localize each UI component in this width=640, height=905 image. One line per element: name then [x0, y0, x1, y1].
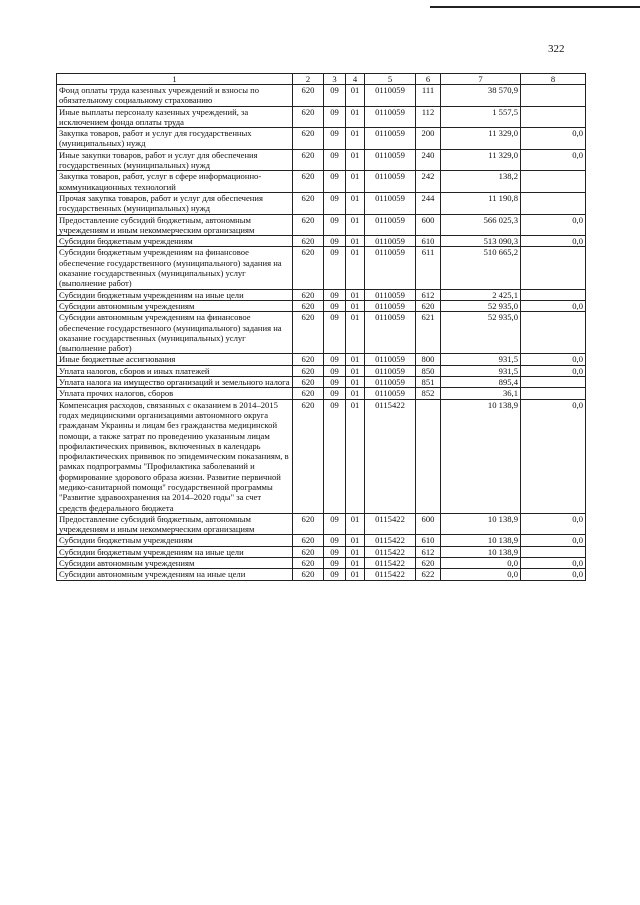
- amount-cell: 10 138,9: [441, 399, 521, 513]
- section-cell: 09: [324, 214, 346, 236]
- ministry-code-cell: 620: [293, 214, 324, 236]
- table-row: [57, 569, 586, 580]
- row-name-cell: Закупка товаров, работ и услуг для государственных (муниципальных) нужд: [57, 128, 293, 150]
- expense-type-cell: 242: [416, 171, 441, 193]
- ministry-code-cell: 620: [293, 106, 324, 128]
- amount-2-cell: [521, 247, 586, 289]
- target-article-cell: 0115422: [365, 535, 416, 546]
- expense-type-cell: 620: [416, 300, 441, 311]
- amount-2-cell: 0,0: [521, 558, 586, 569]
- table-row: [57, 365, 586, 376]
- expense-type-cell: 611: [416, 247, 441, 289]
- table-row: [57, 558, 586, 569]
- subsection-cell: 01: [346, 312, 365, 354]
- subsection-cell: 01: [346, 569, 365, 580]
- ministry-code-cell: 620: [293, 558, 324, 569]
- amount-cell: 1 557,5: [441, 106, 521, 128]
- column-header: 4: [346, 74, 365, 85]
- amount-2-cell: 0,0: [521, 214, 586, 236]
- target-article-cell: 0110059: [365, 289, 416, 300]
- subsection-cell: 01: [346, 354, 365, 365]
- row-name-cell: Фонд оплаты труда казенных учреждений и взносы по обязательному социальному страхованию: [57, 85, 293, 107]
- expense-type-cell: 600: [416, 214, 441, 236]
- section-cell: 09: [324, 85, 346, 107]
- expense-type-cell: 800: [416, 354, 441, 365]
- ministry-code-cell: 620: [293, 388, 324, 399]
- section-cell: 09: [324, 312, 346, 354]
- row-name-cell: Субсидии автономным учреждениям: [57, 300, 293, 311]
- subsection-cell: 01: [346, 85, 365, 107]
- amount-2-cell: [521, 106, 586, 128]
- amount-cell: 38 570,9: [441, 85, 521, 107]
- table-row: [57, 106, 586, 128]
- row-name-cell: Иные закупки товаров, работ и услуг для обеспечения государственных (муниципальных) нужд: [57, 149, 293, 171]
- target-article-cell: 0110059: [365, 354, 416, 365]
- section-cell: 09: [324, 354, 346, 365]
- row-name-cell: Субсидии автономным учреждениям на иные цели: [57, 569, 293, 580]
- table-row: [57, 192, 586, 214]
- section-cell: 09: [324, 128, 346, 150]
- expense-type-cell: [416, 399, 441, 513]
- section-cell: 09: [324, 365, 346, 376]
- section-cell: 09: [324, 399, 346, 513]
- amount-cell: 895,4: [441, 377, 521, 388]
- amount-2-cell: 0,0: [521, 513, 586, 535]
- expense-type-cell: 610: [416, 535, 441, 546]
- subsection-cell: 01: [346, 149, 365, 171]
- amount-cell: 138,2: [441, 171, 521, 193]
- amount-2-cell: [521, 192, 586, 214]
- target-article-cell: 0110059: [365, 300, 416, 311]
- ministry-code-cell: 620: [293, 300, 324, 311]
- subsection-cell: 01: [346, 171, 365, 193]
- subsection-cell: 01: [346, 365, 365, 376]
- expense-type-cell: 852: [416, 388, 441, 399]
- subsection-cell: 01: [346, 300, 365, 311]
- ministry-code-cell: 620: [293, 236, 324, 247]
- expense-type-cell: 621: [416, 312, 441, 354]
- amount-2-cell: 0,0: [521, 569, 586, 580]
- row-name-cell: Субсидии бюджетным учреждениям на финансовое обеспечение государственного (муниципального) задания на оказание государственных (муниципальных) услуг (выполнение работ): [57, 247, 293, 289]
- amount-cell: 0,0: [441, 558, 521, 569]
- target-article-cell: 0110059: [365, 388, 416, 399]
- table-row: [57, 247, 586, 289]
- amount-cell: 11 329,0: [441, 128, 521, 150]
- amount-2-cell: 0,0: [521, 236, 586, 247]
- row-name-cell: Компенсация расходов, связанных с оказанием в 2014–2015 годах медицинскими организациями автономного округа гражданам Украины и лицам без гражданства медицинской помощи, а также затрат по проведению указанным лицам профилактических прививок, включенных в календарь профилактических прививок по эпидемическим показаниям, в рамках подпрограммы "Профилактика заболеваний и формирование здорового образа жизни. Развитие первичной медико-санитарной помощи" государственной программы "Развитие здравоохранения на 2014–2020 годы" за счет средств федерального бюджета: [57, 399, 293, 513]
- table-row: [57, 214, 586, 236]
- expense-type-cell: 244: [416, 192, 441, 214]
- amount-cell: 931,5: [441, 354, 521, 365]
- target-article-cell: 0110059: [365, 312, 416, 354]
- amount-2-cell: [521, 377, 586, 388]
- target-article-cell: 0115422: [365, 569, 416, 580]
- amount-2-cell: [521, 546, 586, 557]
- row-name-cell: Субсидии бюджетным учреждениям на иные цели: [57, 289, 293, 300]
- section-cell: 09: [324, 569, 346, 580]
- table-row: [57, 128, 586, 150]
- subsection-cell: 01: [346, 214, 365, 236]
- table-row: [57, 300, 586, 311]
- ministry-code-cell: 620: [293, 513, 324, 535]
- table-row: [57, 289, 586, 300]
- amount-cell: 36,1: [441, 388, 521, 399]
- expense-type-cell: 610: [416, 236, 441, 247]
- ministry-code-cell: 620: [293, 365, 324, 376]
- target-article-cell: 0110059: [365, 247, 416, 289]
- target-article-cell: 0110059: [365, 192, 416, 214]
- target-article-cell: 0110059: [365, 236, 416, 247]
- amount-cell: 510 665,2: [441, 247, 521, 289]
- table-row: [57, 236, 586, 247]
- section-cell: 09: [324, 289, 346, 300]
- amount-2-cell: 0,0: [521, 128, 586, 150]
- section-cell: 09: [324, 546, 346, 557]
- row-name-cell: Уплата налога на имущество организаций и земельного налога: [57, 377, 293, 388]
- amount-2-cell: [521, 289, 586, 300]
- row-name-cell: Иные бюджетные ассигнования: [57, 354, 293, 365]
- amount-cell: 10 138,9: [441, 513, 521, 535]
- expense-type-cell: 620: [416, 558, 441, 569]
- subsection-cell: 01: [346, 388, 365, 399]
- ministry-code-cell: 620: [293, 192, 324, 214]
- amount-cell: 931,5: [441, 365, 521, 376]
- amount-2-cell: 0,0: [521, 354, 586, 365]
- section-cell: 09: [324, 558, 346, 569]
- amount-2-cell: [521, 85, 586, 107]
- subsection-cell: 01: [346, 106, 365, 128]
- section-cell: 09: [324, 106, 346, 128]
- table-header-row: [57, 74, 586, 85]
- ministry-code-cell: 620: [293, 399, 324, 513]
- amount-cell: 2 425,1: [441, 289, 521, 300]
- section-cell: 09: [324, 236, 346, 247]
- section-cell: 09: [324, 535, 346, 546]
- subsection-cell: 01: [346, 236, 365, 247]
- row-name-cell: Предоставление субсидий бюджетным, автономным учреждениям и иным некоммерческим организациям: [57, 214, 293, 236]
- section-cell: 09: [324, 171, 346, 193]
- target-article-cell: 0110059: [365, 377, 416, 388]
- subsection-cell: 01: [346, 546, 365, 557]
- target-article-cell: 0110059: [365, 171, 416, 193]
- ministry-code-cell: 620: [293, 377, 324, 388]
- table-row: [57, 149, 586, 171]
- section-cell: 09: [324, 513, 346, 535]
- column-header: 3: [324, 74, 346, 85]
- ministry-code-cell: 620: [293, 312, 324, 354]
- subsection-cell: 01: [346, 192, 365, 214]
- subsection-cell: 01: [346, 535, 365, 546]
- expense-type-cell: 112: [416, 106, 441, 128]
- table-row: [57, 546, 586, 557]
- target-article-cell: 0110059: [365, 106, 416, 128]
- subsection-cell: 01: [346, 513, 365, 535]
- amount-cell: 11 329,0: [441, 149, 521, 171]
- target-article-cell: 0115422: [365, 399, 416, 513]
- subsection-cell: 01: [346, 247, 365, 289]
- section-cell: 09: [324, 192, 346, 214]
- row-name-cell: Предоставление субсидий бюджетным, автономным учреждениям и иным некоммерческим организациям: [57, 513, 293, 535]
- row-name-cell: Прочая закупка товаров, работ и услуг для обеспечения государственных (муниципальных) нужд: [57, 192, 293, 214]
- table-row: [57, 399, 586, 513]
- column-header: 1: [57, 74, 293, 85]
- row-name-cell: Уплата прочих налогов, сборов: [57, 388, 293, 399]
- ministry-code-cell: 620: [293, 85, 324, 107]
- target-article-cell: 0115422: [365, 546, 416, 557]
- section-cell: 09: [324, 377, 346, 388]
- page-number: 322: [548, 43, 565, 55]
- expense-type-cell: 612: [416, 289, 441, 300]
- amount-2-cell: [521, 388, 586, 399]
- target-article-cell: 0110059: [365, 128, 416, 150]
- subsection-cell: 01: [346, 377, 365, 388]
- target-article-cell: 0110059: [365, 85, 416, 107]
- table-row: [57, 513, 586, 535]
- ministry-code-cell: 620: [293, 128, 324, 150]
- amount-cell: 10 138,9: [441, 535, 521, 546]
- amount-cell: 0,0: [441, 569, 521, 580]
- section-cell: 09: [324, 300, 346, 311]
- target-article-cell: 0110059: [365, 149, 416, 171]
- table-body: [57, 85, 586, 581]
- subsection-cell: 01: [346, 289, 365, 300]
- column-header: 8: [521, 74, 586, 85]
- target-article-cell: 0115422: [365, 558, 416, 569]
- expense-type-cell: 850: [416, 365, 441, 376]
- expense-type-cell: 851: [416, 377, 441, 388]
- ministry-code-cell: 620: [293, 354, 324, 365]
- expense-type-cell: 622: [416, 569, 441, 580]
- table-row: [57, 377, 586, 388]
- row-name-cell: Закупка товаров, работ, услуг в сфере информационно-коммуникационных технологий: [57, 171, 293, 193]
- header-rule: [430, 6, 640, 8]
- subsection-cell: 01: [346, 128, 365, 150]
- row-name-cell: Иные выплаты персоналу казенных учреждений, за исключением фонда оплаты труда: [57, 106, 293, 128]
- row-name-cell: Субсидии бюджетным учреждениям: [57, 535, 293, 546]
- amount-cell: 52 935,0: [441, 312, 521, 354]
- expense-type-cell: 111: [416, 85, 441, 107]
- ministry-code-cell: 620: [293, 171, 324, 193]
- target-article-cell: 0110059: [365, 365, 416, 376]
- expense-type-cell: 200: [416, 128, 441, 150]
- amount-2-cell: 0,0: [521, 365, 586, 376]
- ministry-code-cell: 620: [293, 247, 324, 289]
- table-row: [57, 388, 586, 399]
- amount-cell: 10 138,9: [441, 546, 521, 557]
- section-cell: 09: [324, 247, 346, 289]
- target-article-cell: 0115422: [365, 513, 416, 535]
- ministry-code-cell: 620: [293, 546, 324, 557]
- table-row: [57, 354, 586, 365]
- amount-cell: 566 025,3: [441, 214, 521, 236]
- budget-table: [56, 73, 586, 581]
- column-header: 7: [441, 74, 521, 85]
- amount-cell: 11 190,8: [441, 192, 521, 214]
- amount-2-cell: [521, 171, 586, 193]
- table-row: [57, 535, 586, 546]
- amount-2-cell: 0,0: [521, 399, 586, 513]
- row-name-cell: Субсидии бюджетным учреждениям: [57, 236, 293, 247]
- table-row: [57, 171, 586, 193]
- row-name-cell: Уплата налогов, сборов и иных платежей: [57, 365, 293, 376]
- ministry-code-cell: 620: [293, 569, 324, 580]
- target-article-cell: 0110059: [365, 214, 416, 236]
- table-row: [57, 312, 586, 354]
- expense-type-cell: 612: [416, 546, 441, 557]
- expense-type-cell: 240: [416, 149, 441, 171]
- expense-type-cell: 600: [416, 513, 441, 535]
- row-name-cell: Субсидии бюджетным учреждениям на иные цели: [57, 546, 293, 557]
- column-header: 6: [416, 74, 441, 85]
- subsection-cell: 01: [346, 399, 365, 513]
- ministry-code-cell: 620: [293, 289, 324, 300]
- subsection-cell: 01: [346, 558, 365, 569]
- row-name-cell: Субсидии автономным учреждениям: [57, 558, 293, 569]
- amount-2-cell: 0,0: [521, 535, 586, 546]
- ministry-code-cell: 620: [293, 149, 324, 171]
- amount-2-cell: 0,0: [521, 300, 586, 311]
- table-row: [57, 85, 586, 107]
- ministry-code-cell: 620: [293, 535, 324, 546]
- amount-2-cell: [521, 312, 586, 354]
- amount-cell: 52 935,0: [441, 300, 521, 311]
- amount-cell: 513 090,3: [441, 236, 521, 247]
- row-name-cell: Субсидии автономным учреждениям на финансовое обеспечение государственного (муниципального) задания на оказание государственных (муниципальных) услуг (выполнение работ): [57, 312, 293, 354]
- section-cell: 09: [324, 149, 346, 171]
- column-header: 2: [293, 74, 324, 85]
- column-header: 5: [365, 74, 416, 85]
- amount-2-cell: 0,0: [521, 149, 586, 171]
- section-cell: 09: [324, 388, 346, 399]
